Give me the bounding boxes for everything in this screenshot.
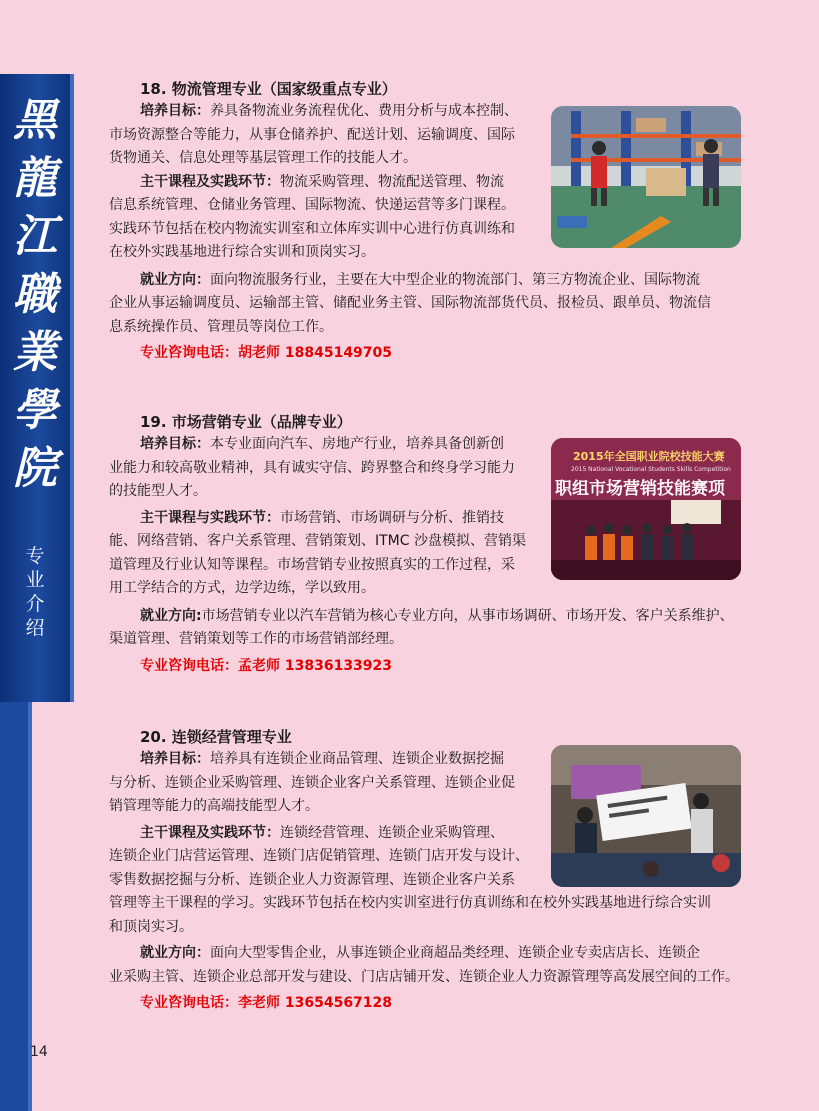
major-title: 19. 市场营销专业（品牌专业） xyxy=(140,413,352,431)
career-line: 企业从事运输调度员、运输部主管、储配业务主管、国际物流部货代员、报检员、跟单员、物流信 xyxy=(109,295,711,311)
school-char: 龍 xyxy=(13,153,57,204)
school-char: 業 xyxy=(13,327,57,378)
banner-line1: 2015年全国职业院校技能大赛 xyxy=(573,450,725,463)
course-text: 市场营销、市场调研与分析、推销技 xyxy=(280,509,504,526)
goal-line: 市场资源整合等能力，从事仓储养护、配送计划、运输调度、国际 xyxy=(109,126,515,143)
career-text: 面向物流服务行业，主要在大中型企业的物流部门、第三方物流企业、国际物流 xyxy=(210,271,700,288)
school-char: 職 xyxy=(13,269,57,320)
career-paragraph xyxy=(109,605,759,629)
career-label: 就业方向: xyxy=(140,607,202,624)
course-line: 管理等主干课程的学习。实践环节包括在校内实训室进行仿真训练和在校外实践基地进行综合实训 xyxy=(109,895,711,911)
goal-label: 培养目标： xyxy=(140,751,210,767)
section-char: 绍 xyxy=(25,617,45,639)
goal-text: 本专业面向汽车、房地产行业，培养具备创新创 xyxy=(210,436,504,452)
sidebar xyxy=(0,74,74,702)
career-paragraph xyxy=(109,269,759,293)
section-char: 专 xyxy=(25,545,45,567)
course-line: 信息系统管理、仓储业务管理、国际物流、快递运营等多门课程。 xyxy=(109,197,515,213)
section-char: 介 xyxy=(25,593,45,615)
school-name-vertical xyxy=(0,92,70,498)
photo-marketing-competition xyxy=(551,438,741,580)
section-char: 业 xyxy=(25,569,45,591)
course-text: 物流采购管理、物流配送管理、物流 xyxy=(280,173,504,190)
goal-label: 培养目标： xyxy=(140,436,210,452)
goal-line: 与分析、连锁企业采购管理、连锁企业客户关系管理、连锁企业促 xyxy=(109,774,515,791)
course-label: 主干课程及实践环节： xyxy=(140,824,280,841)
banner-line3: 职组市场营销技能赛项 xyxy=(555,479,725,499)
career-line: 息系统操作员、管理员等岗位工作。 xyxy=(109,318,333,335)
page-number: 14 xyxy=(30,1044,48,1060)
contact-phone: 专业咨询电话：李老师 13654567128 xyxy=(140,995,393,1011)
course-line: 和顶岗实习。 xyxy=(109,918,193,935)
goal-line: 货物通关、信息处理等基层管理工作的技能人才。 xyxy=(109,150,417,166)
course-line: 连锁企业门店营运管理、连锁门店促销管理、连锁门店开发与设计、 xyxy=(109,848,529,864)
school-char: 院 xyxy=(13,443,57,494)
contact-phone: 专业咨询电话：孟老师 13836133923 xyxy=(140,657,393,674)
course-line: 用工学结合的方式，边学边练，学以致用。 xyxy=(109,580,375,596)
course-line: 在校外实践基地进行综合实训和顶岗实习。 xyxy=(109,244,375,260)
school-char: 黑 xyxy=(13,95,57,146)
ceremony-illustration xyxy=(551,745,741,887)
course-label: 主干课程与实践环节： xyxy=(140,509,280,526)
course-label: 主干课程及实践环节： xyxy=(140,173,280,190)
course-line: 零售数据挖掘与分析、连锁企业人力资源管理、连锁企业客户关系 xyxy=(109,871,515,888)
course-line: 实践环节包括在校内物流实训室和立体库实训中心进行仿真训练和 xyxy=(109,220,515,237)
warehouse-illustration xyxy=(551,106,741,248)
photo-chain-ceremony xyxy=(551,745,741,887)
career-text: 面向大型零售企业，从事连锁企业商超品类经理、连锁企业专卖店店长、连锁企 xyxy=(210,945,700,961)
school-char: 學 xyxy=(13,385,57,436)
major-title: 18. 物流管理专业（国家级重点专业） xyxy=(140,80,397,98)
goal-line: 业能力和较高敬业精神，具有诚实守信、跨界整合和终身学习能力 xyxy=(109,459,515,476)
career-line: 渠道管理、营销策划等工作的市场营销部经理。 xyxy=(109,631,403,647)
career-text: 市场营销专业以汽车营销为核心专业方向，从事市场调研、市场开发、客户关系维护、 xyxy=(201,607,734,624)
major-title: 20. 连锁经营管理专业 xyxy=(140,728,292,746)
career-line: 业采购主管、连锁企业总部开发与建设、门店店铺开发、连锁企业人力资源管理等高发展空间的工作。 xyxy=(109,968,739,985)
goal-text: 培养具有连锁企业商品管理、连锁企业数据挖掘 xyxy=(210,751,504,767)
course-text: 连锁经营管理、连锁企业采购管理、 xyxy=(280,824,504,841)
banner-line2: 2015 National Vocational Students Skills Competition xyxy=(571,466,731,473)
goal-line: 销管理等能力的高端技能型人才。 xyxy=(109,798,319,814)
course-line: 能、网络营销、客户关系管理、营销策划、ITMC 沙盘模拟、营销渠 xyxy=(109,533,526,549)
section-label-vertical xyxy=(0,544,70,640)
school-char: 江 xyxy=(13,211,57,262)
contact-phone: 专业咨询电话：胡老师 18845149705 xyxy=(140,345,393,361)
goal-label: 培养目标： xyxy=(140,103,210,119)
course-line: 道管理及行业认知等课程。市场营销专业按照真实的工作过程，采 xyxy=(109,556,515,573)
career-paragraph xyxy=(109,942,759,966)
career-label: 就业方向： xyxy=(140,945,210,961)
goal-line: 的技能型人才。 xyxy=(109,483,207,499)
career-label: 就业方向： xyxy=(140,271,210,288)
photo-warehouse-training xyxy=(551,106,741,248)
competition-illustration xyxy=(551,438,741,580)
goal-text: 养具备物流业务流程优化、费用分析与成本控制、 xyxy=(210,103,518,119)
sidebar-bottom-strip xyxy=(0,702,28,1111)
